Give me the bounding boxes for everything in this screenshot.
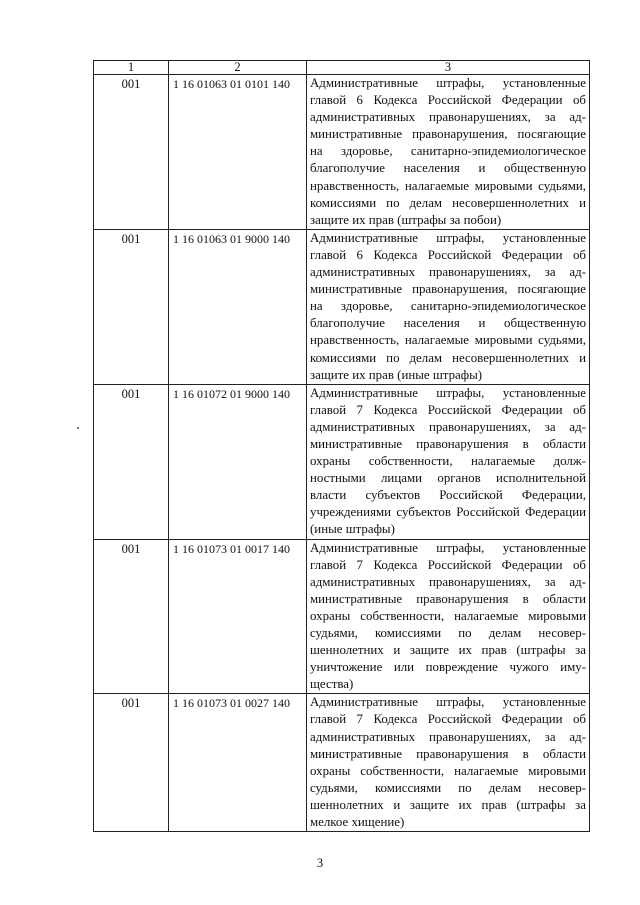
table-row: [94, 229, 590, 384]
table-row: [94, 384, 590, 539]
table-row: [94, 539, 590, 694]
table-row: [94, 75, 590, 230]
table-row: [94, 694, 590, 832]
kbk-code-cell: 1 16 01063 01 9000 140: [169, 229, 307, 384]
budget-classification-table: [93, 60, 590, 832]
kbk-code-cell: 1 16 01073 01 0027 140: [169, 694, 307, 832]
column-header-2: 2: [169, 61, 307, 75]
kbk-code-cell: 1 16 01073 01 0017 140: [169, 539, 307, 694]
kbk-code-cell: 1 16 01063 01 0101 140: [169, 75, 307, 230]
column-header-3: 3: [307, 61, 590, 75]
administrator-code-cell: 001: [94, 694, 169, 832]
administrator-code-cell: 001: [94, 229, 169, 384]
kbk-code-cell: 1 16 01072 01 9000 140: [169, 384, 307, 539]
administrator-code-cell: 001: [94, 539, 169, 694]
description-cell: Административные штрафы, установленные главой 7 Кодекса Российской Федерации об административных правонарушениях, за административные правонарушения в области охраны собственности, налагаемые мировыми судьями, комиссиями по делам несовершеннолетних и защите их прав (штрафы за уничтожение или повреждение чужого имущества): [307, 539, 590, 694]
header-row: [94, 61, 590, 75]
column-header-1: 1: [94, 61, 169, 75]
description-cell: Административные штрафы, установленные главой 7 Кодекса Российской Федерации об административных правонарушениях, за административные правонарушения в области охраны собственности, налагаемые должностными лицами органов исполнительной власти субъектов Российской Федерации, учреждениями субъектов Российской Федерации (иные штрафы): [307, 384, 590, 539]
description-cell: Административные штрафы, установленные главой 7 Кодекса Российской Федерации об административных правонарушениях, за административные правонарушения в области охраны собственности, налагаемые мировыми судьями, комиссиями по делам несовершеннолетних и защите их прав (штрафы за мелкое хищение): [307, 694, 590, 832]
scan-speck: [77, 427, 79, 429]
page-number: 3: [316, 856, 324, 870]
administrator-code-cell: 001: [94, 75, 169, 230]
description-cell: Административные штрафы, установленные главой 6 Кодекса Российской Федерации об административных правонарушениях, за административные правонарушения, посягающие на здоровье, санитарно-эпидемиологическое благополучие населения и общественную нравственность, налагаемые мировыми судьями, комиссиями по делам несовершеннолетних и защите их прав (штрафы за побои): [307, 75, 590, 230]
description-cell: Административные штрафы, установленные главой 6 Кодекса Российской Федерации об административных правонарушениях, за административные правонарушения, посягающие на здоровье, санитарно-эпидемиологическое благополучие населения и общественную нравственность, налагаемые мировыми судьями, комиссиями по делам несовершеннолетних и защите их прав (иные штрафы): [307, 229, 590, 384]
administrator-code-cell: 001: [94, 384, 169, 539]
